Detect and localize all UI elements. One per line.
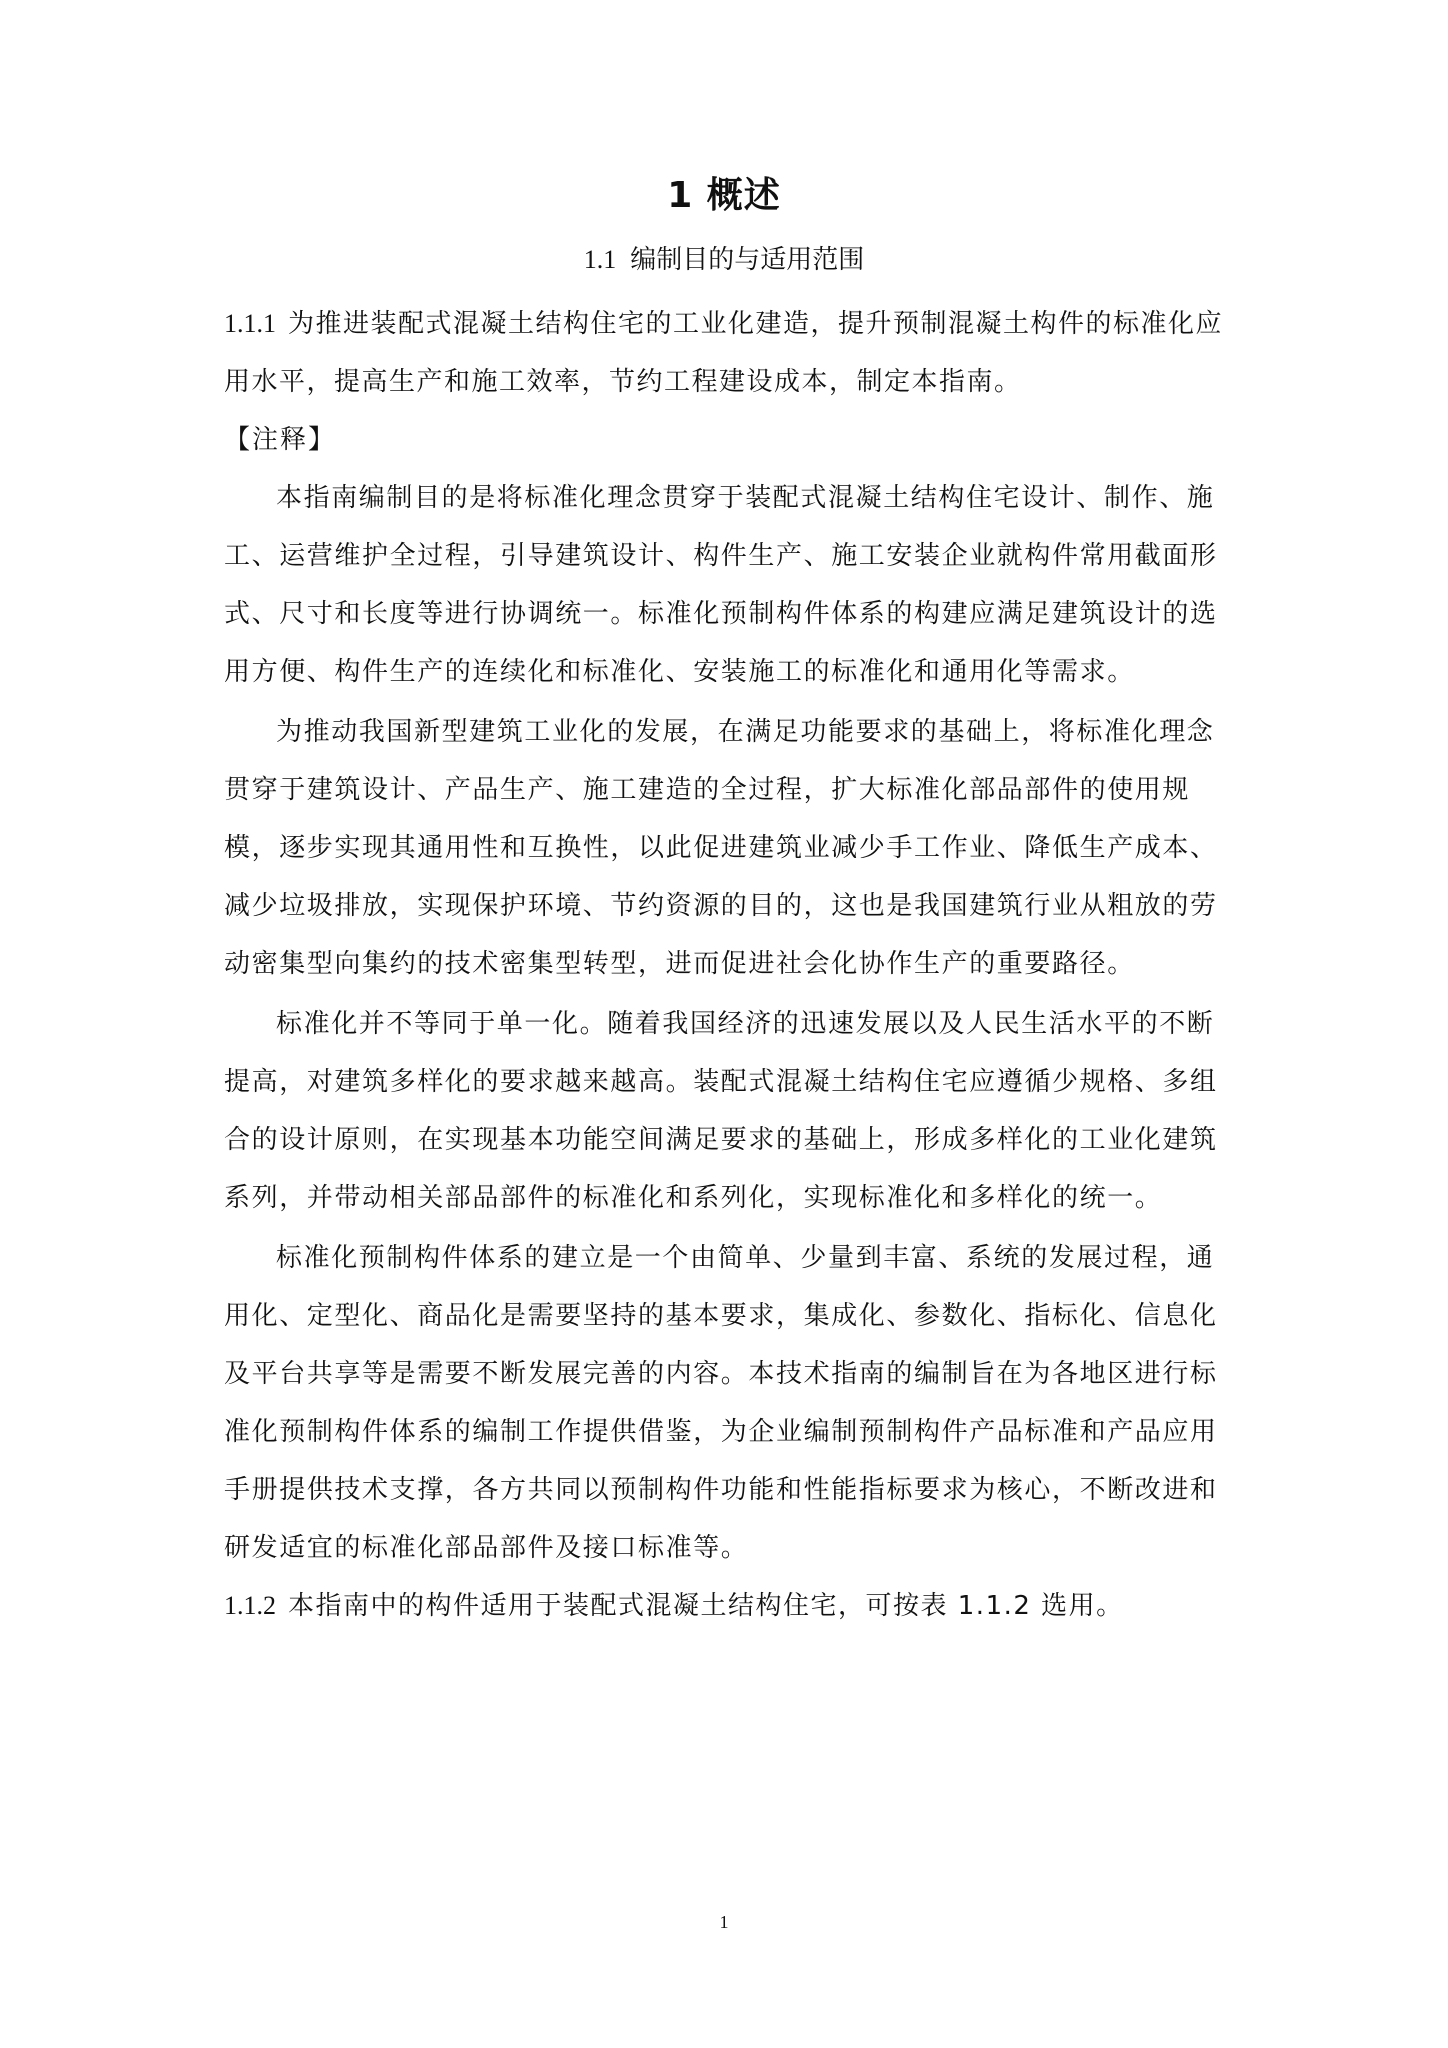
note-paragraph: 标准化预制构件体系的建立是一个由简单、少量到丰富、系统的发展过程，通用化、定型化、商品化是需要坚持的基本要求，集成化、参数化、指标化、信息化及平台共享等是需要不断发展完善的内容。本技术指南的编制旨在为各地区进行标准化预制构件体系的编制工作提供借鉴，为企业编制预制构件产品标准和产品应用手册提供技术支撑，各方共同以预制构件功能和性能指标要求为核心，不断改进和研发适宜的标准化部品部件及接口标准等。: [224, 1243, 1218, 1563]
section-number: 1.1: [583, 245, 617, 274]
page-number: 1: [719, 1912, 729, 1932]
section-title-text: 编制目的与适用范围: [630, 245, 865, 275]
clause-1-1-2: [224, 1577, 1224, 1635]
section-title: [0, 240, 1448, 280]
note-paragraph: 标准化并不等同于单一化。随着我国经济的迅速发展以及人民生活水平的不断提高，对建筑多样化的要求越来越高。装配式混凝土结构住宅应遵循少规格、多组合的设计原则，在实现基本功能空间满足要求的基础上，形成多样化的工业化建筑系列，并带动相关部品部件的标准化和系列化，实现标准化和多样化的统一。: [224, 1009, 1218, 1213]
clause-text: 为推进装配式混凝土结构住宅的工业化建造，提升预制混凝土构件的标准化应用水平，提高生产和施工效率，节约工程建设成本，制定本指南。: [224, 309, 1224, 397]
clause-1-1-1: [224, 295, 1224, 411]
note-paragraph: 本指南编制目的是将标准化理念贯穿于装配式混凝土结构住宅设计、制作、施工、运营维护全过程，引导建筑设计、构件生产、施工安装企业就构件常用截面形式、尺寸和长度等进行协调统一。标准化预制构件体系的构建应满足建筑设计的选用方便、构件生产的连续化和标准化、安装施工的标准化和通用化等需求。: [224, 483, 1218, 687]
body-content: [224, 295, 1224, 1635]
clause-number: 1.1.1: [224, 309, 276, 338]
note-label: 【注释】: [224, 425, 337, 455]
clause-number: 1.1.2: [224, 1591, 276, 1620]
note-paragraph: 为推动我国新型建筑工业化的发展，在满足功能要求的基础上，将标准化理念贯穿于建筑设计、产品生产、施工建造的全过程，扩大标准化部品部件的使用规模，逐步实现其通用性和互换性，以此促进建筑业减少手工作业、降低生产成本、减少垃圾排放，实现保护环境、节约资源的目的，这也是我国建筑行业从粗放的劳动密集型向集约的技术密集型转型，进而促进社会化协作生产的重要路径。: [224, 717, 1218, 979]
clause-text: 本指南中的构件适用于装配式混凝土结构住宅，可按表 1.1.2 选用。: [288, 1591, 1124, 1621]
chapter-title: 1 概述: [667, 175, 781, 216]
